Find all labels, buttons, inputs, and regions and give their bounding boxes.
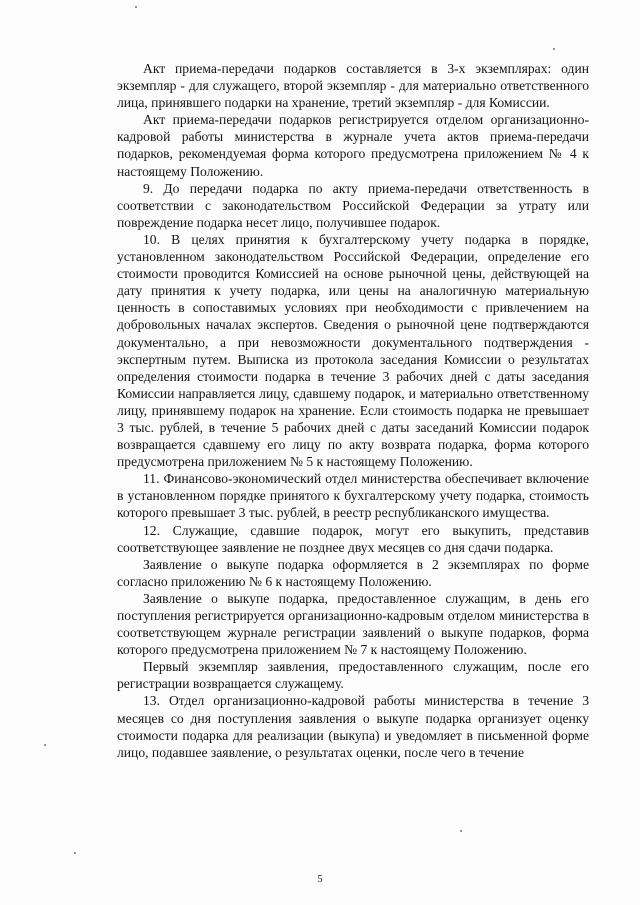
scan-speck: [44, 744, 46, 746]
paragraph-application-return: Первый экземпляр заявления, предоставленного служащим, после его регистрации возвращается служащему.: [117, 659, 589, 692]
scan-speck: [74, 852, 76, 854]
paragraph-application-copies: Заявление о выкупе подарка оформляется в 2 экземплярах по форме согласно приложению № 6 к настоящему Положению.: [117, 556, 589, 589]
paragraph-item-9: 9. До передачи подарка по акту приема-передачи ответственность в соответствии с законодательством Российской Федерации за утрату или повреждение подарка несет лицо, получившее подарок.: [117, 180, 589, 230]
scan-speck: [460, 830, 462, 832]
paragraph-item-10: 10. В целях принятия к бухгалтерскому учету подарка в порядке, установленном законодательством Российской Федерации, определение его стоимости проводится Комиссией на основе рыночной цены, действующей на дату принятия к учету подарка, или цены на аналогичную материальную ценность в сопоставимых условиях при необходимости с привлечением на добровольных началах экспертов. Сведения о рыночной цене подтверждаются документально, а при невозможности документального подтверждения - экспертным путем. Выписка из протокола заседания Комиссии о результатах определения стоимости подарка в течение 3 рабочих дней с даты заседания Комиссии направляется лицу, сдавшему подарок, и материально ответственному лицу, принявшему подарок на хранение. Если стоимость подарка не превышает 3 тыс. рублей, в течение 5 рабочих дней с даты заседаний Комиссии подарок возвращается сдавшему его лицу по акту возврата подарка, форма которого предусмотрена приложением № 5 к настоящему Положению.: [117, 231, 589, 470]
paragraph-application-registration: Заявление о выкупе подарка, предоставленное служащим, в день его поступления регистрируется организационно-кадровым отделом министерства в соответствующем журнале регистрации заявлений о выкупе подарков, форма которого предусмотрена приложением № 7 к настоящему Положению.: [117, 590, 589, 658]
scan-speck: [553, 48, 555, 50]
scan-speck: [135, 6, 137, 8]
paragraph-act-registration: Акт приема-передачи подарков регистрируется отделом организационно-кадровой работы министерства в журнале учета актов приема-передачи подарков, рекомендуемая форма которого предусмотрена приложением № 4 к настоящему Положению.: [117, 112, 589, 179]
paragraph-act-copies: Акт приема-передачи подарков составляется в 3-х экземплярах: один экземпляр - для служащего, второй экземпляр - для материально ответственного лица, принявшего подарки на хранение, третий экземпляр - для Комиссии.: [117, 61, 589, 111]
paragraph-item-13: 13. Отдел организационно-кадровой работы министерства в течение 3 месяцев со дня поступления заявления о выкупе подарка организует оценку стоимости подарка для реализации (выкупа) и уведомляет в письменной форме лицо, подавшее заявление, о результатах оценки, после чего в течение: [117, 693, 589, 760]
document-body: [117, 60, 589, 761]
paragraph-item-12: 12. Служащие, сдавшие подарок, могут его выкупить, представив соответствующее заявление не позднее двух месяцев со дня сдачи подарка.: [117, 522, 589, 555]
page-number: 5: [317, 874, 323, 885]
paragraph-item-11: 11. Финансово-экономический отдел министерства обеспечивает включение в установленном порядке принятого к бухгалтерскому учету подарка, стоимость которого превышает 3 тыс. рублей, в реестр республиканского имущества.: [117, 471, 589, 521]
